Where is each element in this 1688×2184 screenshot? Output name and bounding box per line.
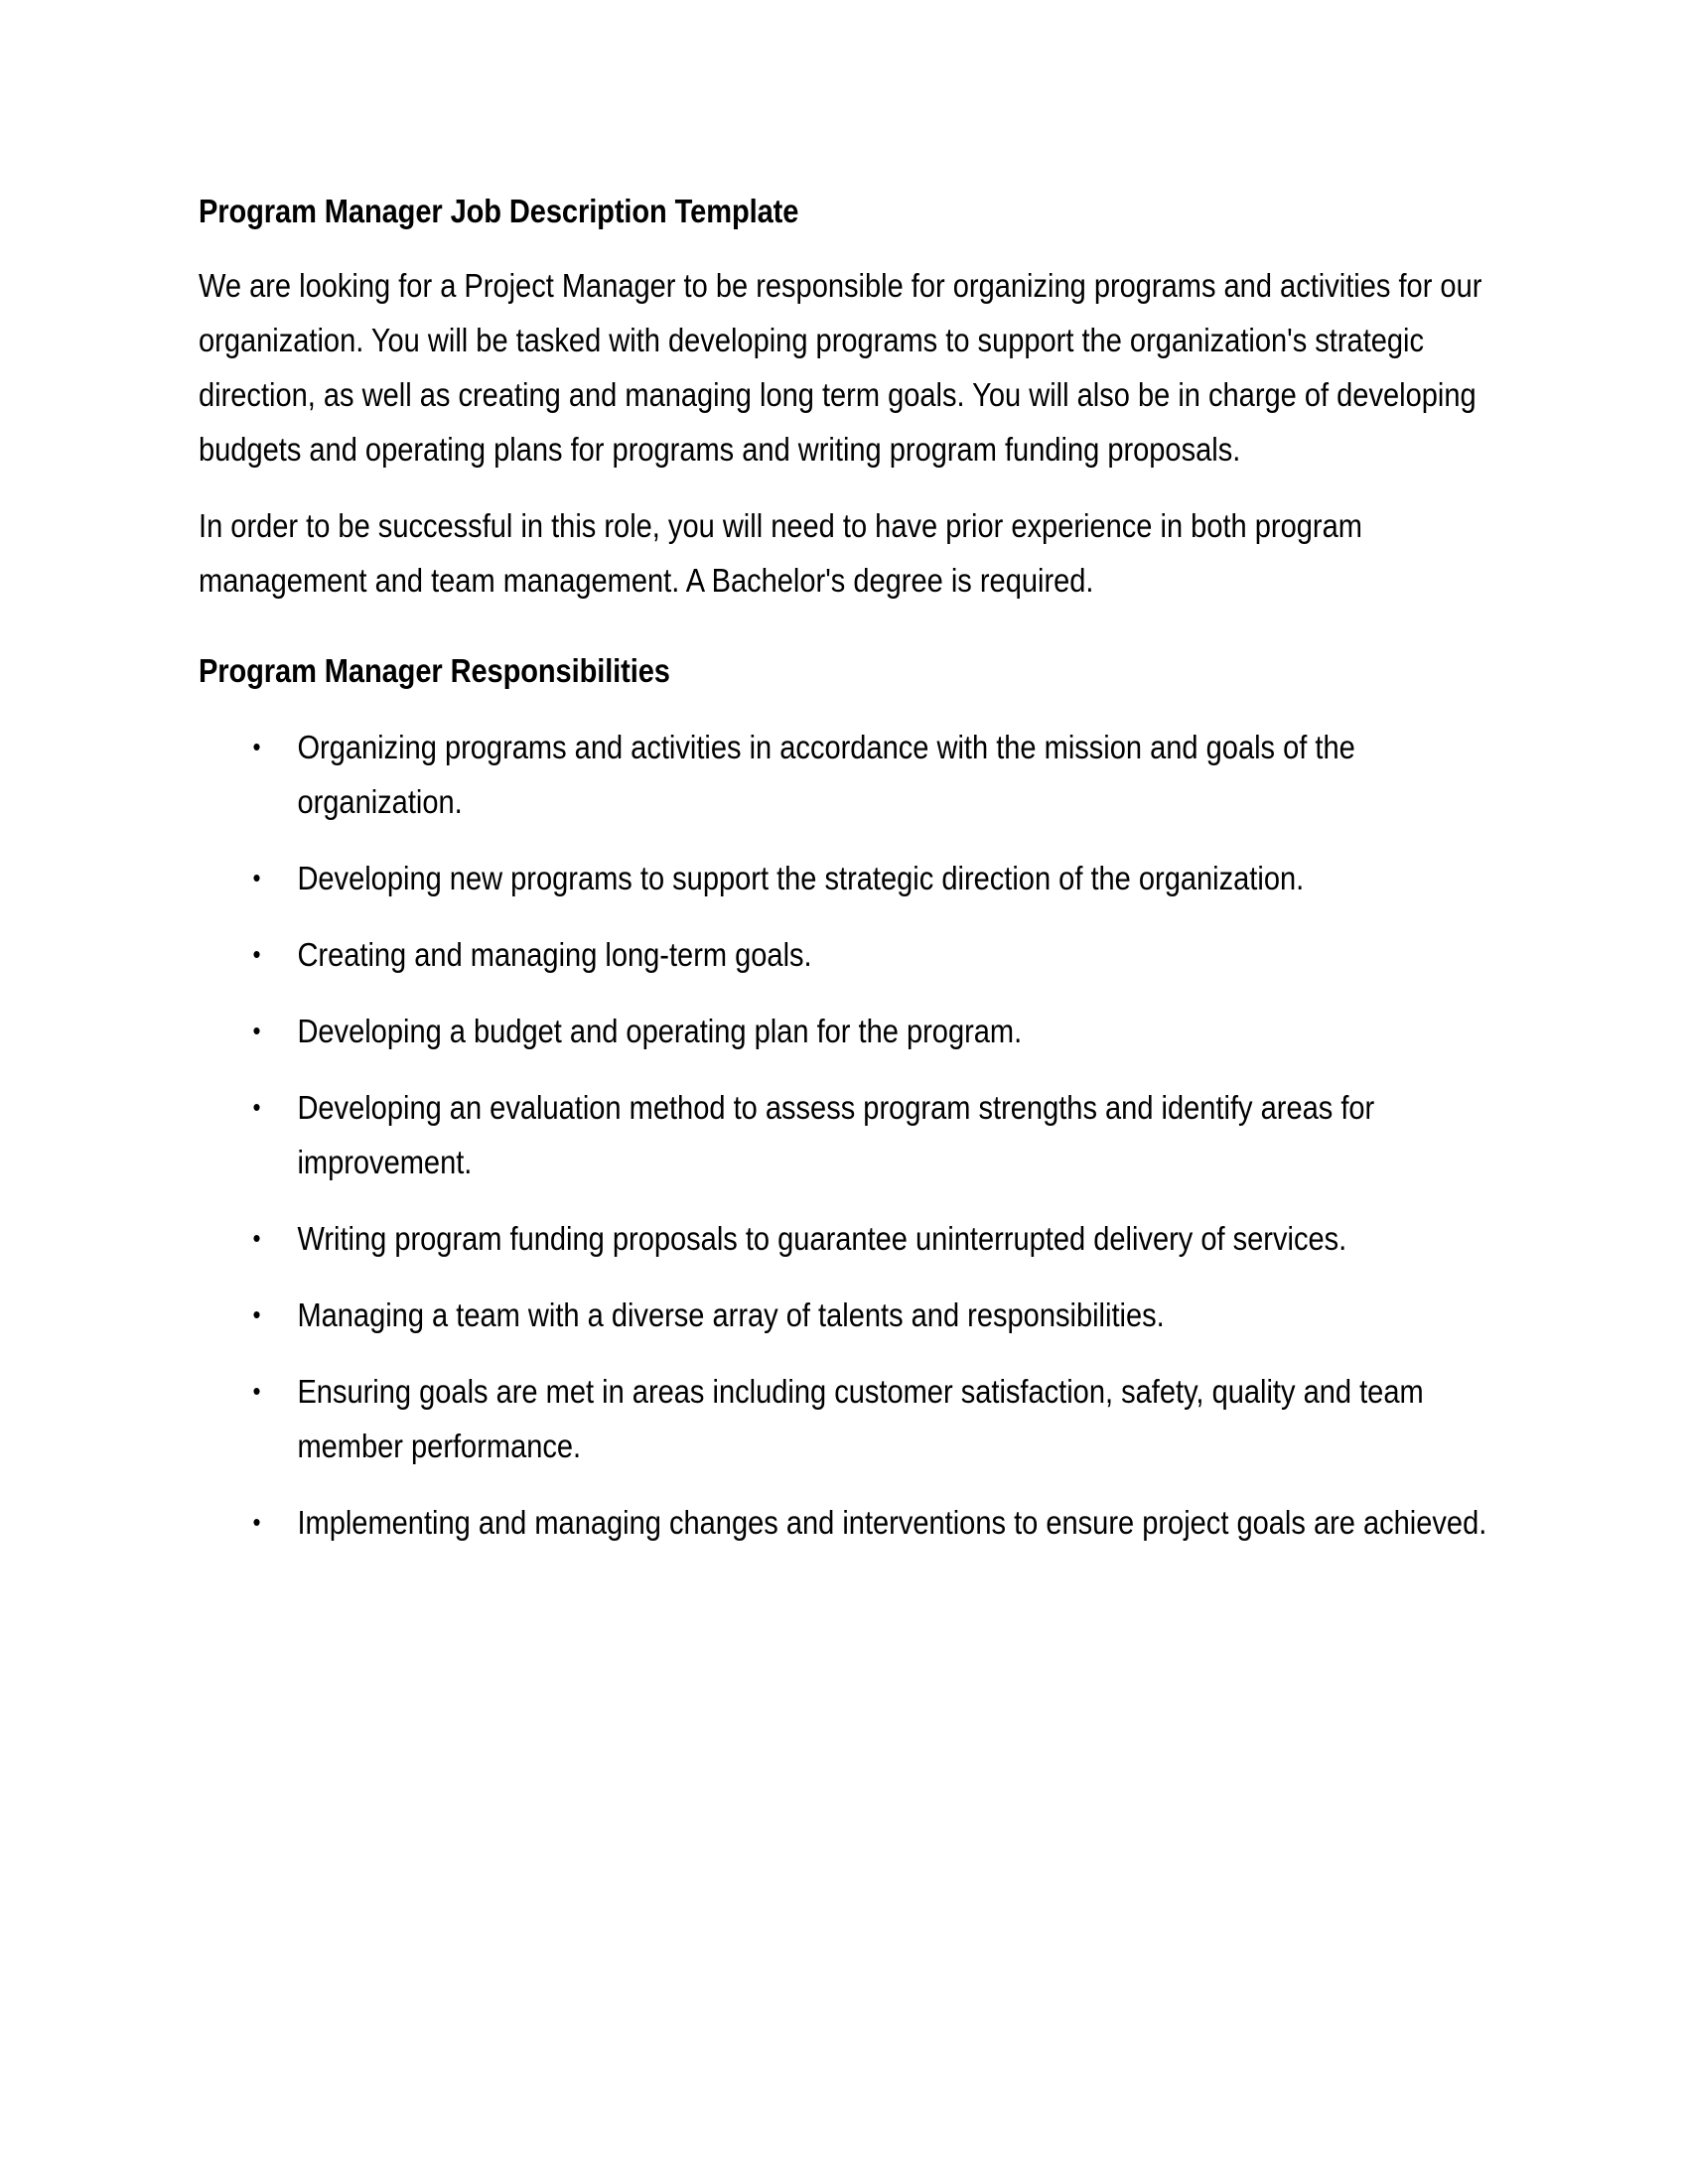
- list-item: [199, 720, 1489, 829]
- list-item-text: Creating and managing long-term goals.: [297, 936, 812, 973]
- list-item: [199, 1288, 1489, 1342]
- list-item: [199, 1364, 1489, 1473]
- list-item: [199, 1004, 1489, 1058]
- list-item: [199, 1080, 1489, 1189]
- responsibilities-list: [199, 720, 1489, 1550]
- list-item-text: Organizing programs and activities in accordance with the mission and goals of the organization.: [297, 729, 1355, 820]
- intro-paragraph-1: We are looking for a Project Manager to be responsible for organizing programs and activities for our organization. You will be tasked with developing programs to support the organization's strategic direction, as well as creating and managing long term goals. You will also be in charge of developing budgets and operating plans for programs and writing program funding proposals.: [199, 267, 1482, 468]
- bullet-icon: •: [252, 939, 261, 969]
- bullet-icon: •: [252, 1299, 261, 1329]
- list-item-text: Managing a team with a diverse array of talents and responsibilities.: [297, 1297, 1165, 1333]
- document-body: [199, 184, 1489, 1550]
- bullet-icon: •: [252, 732, 261, 761]
- list-item: [199, 851, 1489, 905]
- list-item-text: Writing program funding proposals to guarantee uninterrupted delivery of services.: [297, 1220, 1347, 1257]
- list-item-text: Ensuring goals are met in areas including customer satisfaction, safety, quality and team member performance.: [297, 1373, 1424, 1464]
- bullet-icon: •: [252, 1016, 261, 1045]
- list-item: [199, 1495, 1489, 1550]
- bullet-icon: •: [252, 1376, 261, 1406]
- responsibilities-heading: Program Manager Responsibilities: [199, 652, 670, 689]
- list-item-text: Developing a budget and operating plan for the program.: [297, 1013, 1023, 1049]
- list-item-text: Implementing and managing changes and interventions to ensure project goals are achieved.: [297, 1504, 1487, 1541]
- bullet-icon: •: [252, 1223, 261, 1253]
- list-item-text: Developing an evaluation method to assess program strengths and identify areas for improvement.: [297, 1089, 1375, 1180]
- bullet-icon: •: [252, 863, 261, 892]
- page-title: Program Manager Job Description Template: [199, 193, 799, 229]
- list-item: [199, 927, 1489, 982]
- intro-paragraph-2: In order to be successful in this role, you will need to have prior experience in both program management and team management. A Bachelor's degree is required.: [199, 507, 1362, 599]
- bullet-icon: •: [252, 1092, 261, 1122]
- list-item-text: Developing new programs to support the strategic direction of the organization.: [297, 860, 1305, 896]
- list-item: [199, 1211, 1489, 1266]
- bullet-icon: •: [252, 1507, 261, 1537]
